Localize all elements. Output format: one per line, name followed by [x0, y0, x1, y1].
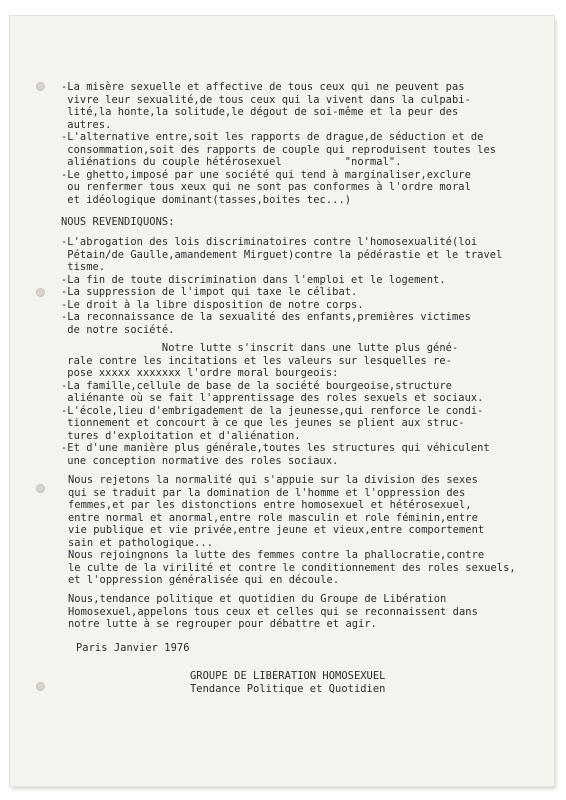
- text-line: Homosexuel,appelons tous ceux et celles qui se reconnaissent dans: [68, 605, 478, 618]
- text-line: Notre lutte s'inscrit dans une lutte plus géné-: [61, 342, 459, 354]
- text-line: Nous,tendance politique et quotidien du Groupe de Libération: [68, 593, 447, 605]
- text-line: tisme.: [61, 261, 106, 273]
- text-line: vie publique et vie privée,entre jeune et vieux,entre comportement: [68, 524, 485, 536]
- binder-hole: [36, 682, 45, 691]
- document-page: [10, 16, 554, 786]
- text-line: tionnement et concourt à ce que les jeunes se plient aux struc-: [61, 417, 465, 429]
- text-line: aliénations du couple hétérosexuel "normal".: [61, 156, 402, 168]
- text-line: -Le droit à la libre disposition de notre corps.: [61, 298, 364, 311]
- text-line: de notre société.: [61, 323, 175, 336]
- text-line: -La reconnaissance de la sexualité des enfants,premières victimes: [61, 311, 471, 323]
- text-line: qui se traduit par la domination de l'homme et l'oppression des: [68, 486, 466, 499]
- text-line: -Et d'une manière plus générale,toutes les structures qui véhiculent: [61, 442, 490, 454]
- text-line: autres.: [61, 118, 112, 131]
- text-line: et idéologique dominant(tasses,boites tec...): [61, 193, 352, 206]
- typed-text: [10, 16, 516, 784]
- text-line: tures d'exploitation et d'aliénation.: [61, 429, 301, 442]
- text-line: Nous rejoingnons la lutte des femmes contre la phallocratie,contre: [68, 549, 485, 561]
- text-line: -La famille,cellule de base de la société bourgeoise,structure: [61, 379, 452, 392]
- date-line: Paris Janvier 1976: [76, 642, 190, 654]
- text-line: rale contre les incitations et les valeurs sur lesquelles re-: [61, 354, 452, 367]
- text-line: vivre leur sexualité,de tous ceux qui la vivent dans la culpabi-: [61, 93, 471, 106]
- text-line: -Le ghetto,imposé par une société qui tend à marginaliser,exclure: [61, 168, 471, 181]
- binder-hole: [36, 288, 45, 297]
- text-line: -L'abrogation des lois discriminatoires contre l'homosexualité(loi: [61, 236, 478, 248]
- text-line: -L'école,lieu d'embrigadement de la jeunesse,qui renforce le condi-: [61, 404, 484, 417]
- text-line: femmes,et par les distonctions entre homosexuel et hétérosexuel,: [68, 499, 472, 511]
- text-line: sain et pathologique...: [68, 536, 214, 549]
- signature-sub: Tendance Politique et Quotidien: [190, 683, 386, 695]
- text-line: -La fin de toute discrimination dans l'emploi et le logement.: [61, 273, 446, 286]
- text-line: pose xxxxx xxxxxxx l'ordre moral bourgeois:: [61, 367, 339, 379]
- section-heading: NOUS REVENDIQUONS:: [61, 216, 175, 228]
- signature-org: GROUPE DE LIBERATION HOMOSEXUEL: [190, 670, 386, 682]
- text-line: -L'alternative entre,soit les rapports de drague,de séduction et de: [61, 131, 484, 143]
- text-line: notre lutte à se regrouper pour débattre et agir.: [68, 618, 377, 630]
- text-line: consommation,soit des rapports de couple qui reproduisent toutes les: [61, 143, 497, 156]
- text-line: aliénante où se fait l'apprentissage des roles sexuels et sociaux.: [61, 392, 484, 404]
- text-line: lité,la honte,la solitude,le dégout de soi-même et la peur des: [61, 106, 459, 118]
- text-line: entre normal et anormal,entre role masculin et role féminin,entre: [68, 511, 478, 524]
- text-line: Pétain/de Gaulle,amandement Mirguet)contre la pédérastie et le travel: [61, 248, 503, 261]
- text-line: le culte de la virilité et contre le conditionnement des roles sexuels,: [68, 561, 516, 574]
- text-line: -La suppression de l'impot qui taxe le célibat.: [61, 286, 358, 298]
- binder-hole: [36, 484, 45, 493]
- text-line: Nous rejetons la normalité qui s'appuie sur la division des sexes: [68, 474, 478, 486]
- binder-hole: [36, 82, 45, 91]
- text-line: ou renfermer tous xeux qui ne sont pas conformes à l'ordre moral: [61, 181, 471, 193]
- text-line: -La misère sexuelle et affective de tous ceux qui ne peuvent pas: [61, 81, 465, 93]
- text-line: une conception normative des roles sociaux.: [61, 454, 339, 467]
- text-line: et l'oppression généralisée qui en découle.: [68, 574, 340, 586]
